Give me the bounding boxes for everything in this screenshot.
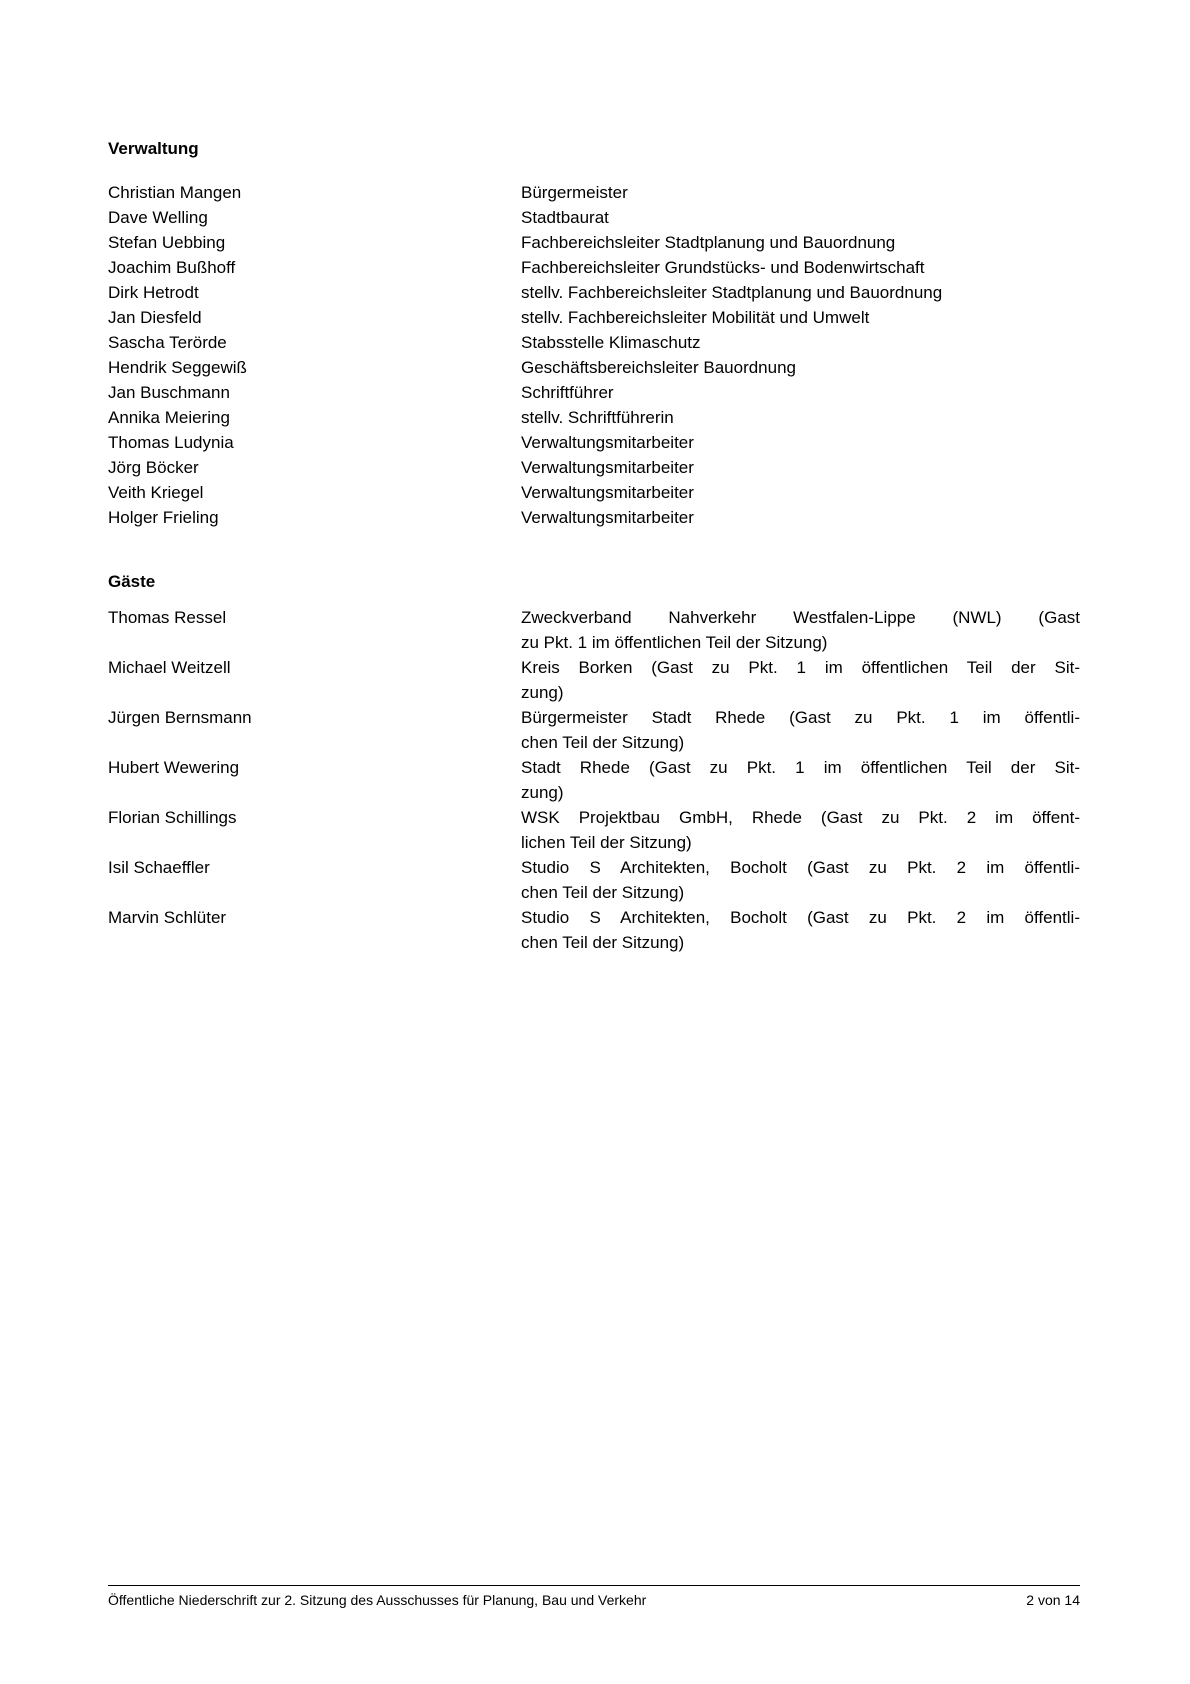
guest-row [108, 805, 1080, 855]
verwaltung-heading: Verwaltung [108, 139, 199, 158]
member-row [108, 480, 1080, 505]
member-row [108, 230, 1080, 255]
guest-description [521, 755, 1080, 805]
member-name: Dirk Hetrodt [108, 283, 199, 302]
gaeste-heading: Gäste [108, 572, 156, 591]
member-role: Stabsstelle Klimaschutz [521, 333, 701, 352]
guest-name: Michael Weitzell [108, 658, 231, 677]
guest-description-line: Studio S Architekten, Bocholt (Gast zu Pkt. 2 im öffentli- [521, 858, 1080, 877]
member-role: stellv. Schriftführerin [521, 408, 674, 427]
member-name: Joachim Bußhoff [108, 258, 236, 277]
guest-name: Hubert Wewering [108, 758, 240, 777]
member-row [108, 355, 1080, 380]
member-role: Bürgermeister [521, 183, 628, 202]
guest-description [521, 605, 1080, 655]
member-row [108, 405, 1080, 430]
member-role: Geschäftsbereichsleiter Bauordnung [521, 358, 796, 377]
page-footer [108, 1585, 1080, 1609]
guest-row [108, 605, 1080, 655]
guest-name: Thomas Ressel [108, 608, 227, 627]
footer-text [108, 1586, 1080, 1609]
guest-description-line: chen Teil der Sitzung) [521, 933, 685, 952]
guest-row [108, 655, 1080, 705]
verwaltung-list [108, 180, 1080, 530]
guest-description-line: zung) [521, 683, 564, 702]
member-role: Stadtbaurat [521, 208, 609, 227]
guest-description-line: chen Teil der Sitzung) [521, 733, 685, 752]
guest-row [108, 755, 1080, 805]
guest-name: Isil Schaeffler [108, 858, 210, 877]
member-name: Christian Mangen [108, 183, 242, 202]
member-role: stellv. Fachbereichsleiter Stadtplanung und Bauordnung [521, 283, 943, 302]
member-row [108, 505, 1080, 530]
gaeste-list [108, 605, 1080, 955]
guest-row [108, 705, 1080, 755]
member-name: Hendrik Seggewiß [108, 358, 247, 377]
footer-page-indicator: 2 von 14 [1026, 1592, 1080, 1608]
member-role: stellv. Fachbereichsleiter Mobilität und Umwelt [521, 308, 870, 327]
member-row [108, 255, 1080, 280]
guest-row [108, 905, 1080, 955]
member-role: Verwaltungsmitarbeiter [521, 508, 694, 527]
guest-description-line: Zweckverband Nahverkehr Westfalen-Lippe (NWL) (Gast [521, 608, 1080, 627]
guest-description-line: Studio S Architekten, Bocholt (Gast zu Pkt. 2 im öffentli- [521, 908, 1080, 927]
member-role: Fachbereichsleiter Grundstücks- und Bodenwirtschaft [521, 258, 925, 277]
member-name: Jan Diesfeld [108, 308, 202, 327]
guest-description-line: zung) [521, 783, 564, 802]
guest-description-line: zu Pkt. 1 im öffentlichen Teil der Sitzung) [521, 633, 828, 652]
member-row [108, 280, 1080, 305]
member-role: Verwaltungsmitarbeiter [521, 483, 694, 502]
guest-description-line: chen Teil der Sitzung) [521, 883, 685, 902]
member-role: Fachbereichsleiter Stadtplanung und Bauordnung [521, 233, 896, 252]
member-name: Annika Meiering [108, 408, 230, 427]
member-role: Verwaltungsmitarbeiter [521, 433, 694, 452]
guest-description [521, 805, 1080, 855]
guest-description-line: Kreis Borken (Gast zu Pkt. 1 im öffentlichen Teil der Sit- [521, 658, 1080, 677]
member-role: Schriftführer [521, 383, 614, 402]
member-name: Veith Kriegel [108, 483, 204, 502]
member-name: Dave Welling [108, 208, 208, 227]
guest-description-line: lichen Teil der Sitzung) [521, 833, 692, 852]
footer-document-title: Öffentliche Niederschrift zur 2. Sitzung des Ausschusses für Planung, Bau und Verkehr [108, 1592, 647, 1608]
member-name: Thomas Ludynia [108, 433, 234, 452]
guest-row [108, 855, 1080, 905]
member-row [108, 455, 1080, 480]
guest-description-line: WSK Projektbau GmbH, Rhede (Gast zu Pkt. 2 im öffent- [521, 808, 1080, 827]
guest-name: Marvin Schlüter [108, 908, 227, 927]
member-row [108, 330, 1080, 355]
member-row [108, 380, 1080, 405]
guest-description [521, 905, 1080, 955]
member-name: Jan Buschmann [108, 383, 230, 402]
member-role: Verwaltungsmitarbeiter [521, 458, 694, 477]
member-name: Stefan Uebbing [108, 233, 226, 252]
guest-name: Florian Schillings [108, 808, 237, 827]
member-row [108, 205, 1080, 230]
guest-description-line: Stadt Rhede (Gast zu Pkt. 1 im öffentlichen Teil der Sit- [521, 758, 1080, 777]
member-row [108, 180, 1080, 205]
member-row [108, 305, 1080, 330]
guest-description [521, 855, 1080, 905]
member-name: Jörg Böcker [108, 458, 199, 477]
guest-description [521, 655, 1080, 705]
guest-description-line: Bürgermeister Stadt Rhede (Gast zu Pkt. 1 im öffentli- [521, 708, 1080, 727]
member-name: Holger Frieling [108, 508, 219, 527]
member-name: Sascha Terörde [108, 333, 227, 352]
page-content [108, 136, 1080, 955]
member-row [108, 430, 1080, 455]
guest-description [521, 705, 1080, 755]
guest-name: Jürgen Bernsmann [108, 708, 252, 727]
